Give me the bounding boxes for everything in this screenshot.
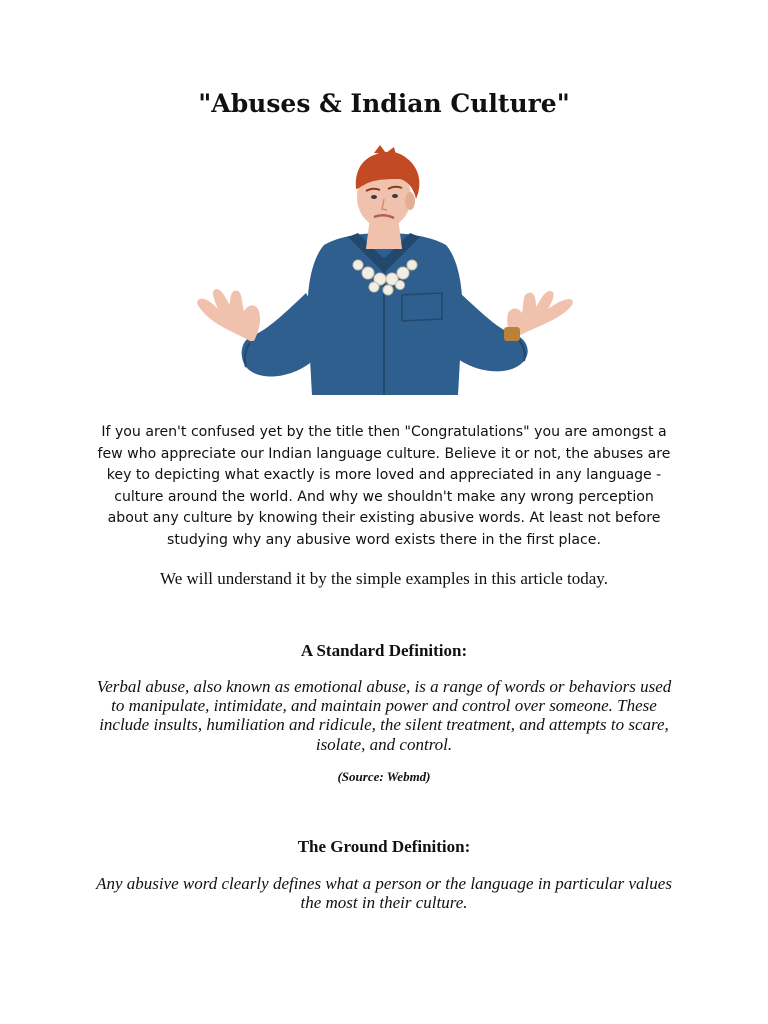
shrugging-woman-illustration xyxy=(188,145,580,395)
ground-definition-heading: The Ground Definition: xyxy=(297,837,471,856)
lead-sentence: We will understand it by the simple examples in this article today. xyxy=(160,569,608,588)
ground-definition-text: Any abusive word clearly defines what a person or the language in particular values the most in their culture. xyxy=(96,874,672,913)
source-citation: (Source: Webmd) xyxy=(337,769,431,784)
intro-paragraph: If you aren't confused yet by the title then "Congratulations" you are amongst a few who appreciate our Indian language culture. Believe it or not, the abuses are key to depicting what exactly is more loved and appreciated in any language - culture around the world. And why we shouldn't make any wrong perception about any culture by knowing their existing abusive words. At least not before studying why any abusive word exists there in the first place. xyxy=(97,424,671,548)
standard-definition-text: Verbal abuse, also known as emotional abuse, is a range of words or behaviors used to manipulate, intimidate, and maintain power and control over someone. These include insults, humiliation and ridicule, the silent treatment, and attempts to scare, isolate, and control. xyxy=(96,677,672,754)
page-title: "Abuses & Indian Culture" xyxy=(198,89,570,118)
standard-definition-heading: A Standard Definition: xyxy=(300,641,468,660)
